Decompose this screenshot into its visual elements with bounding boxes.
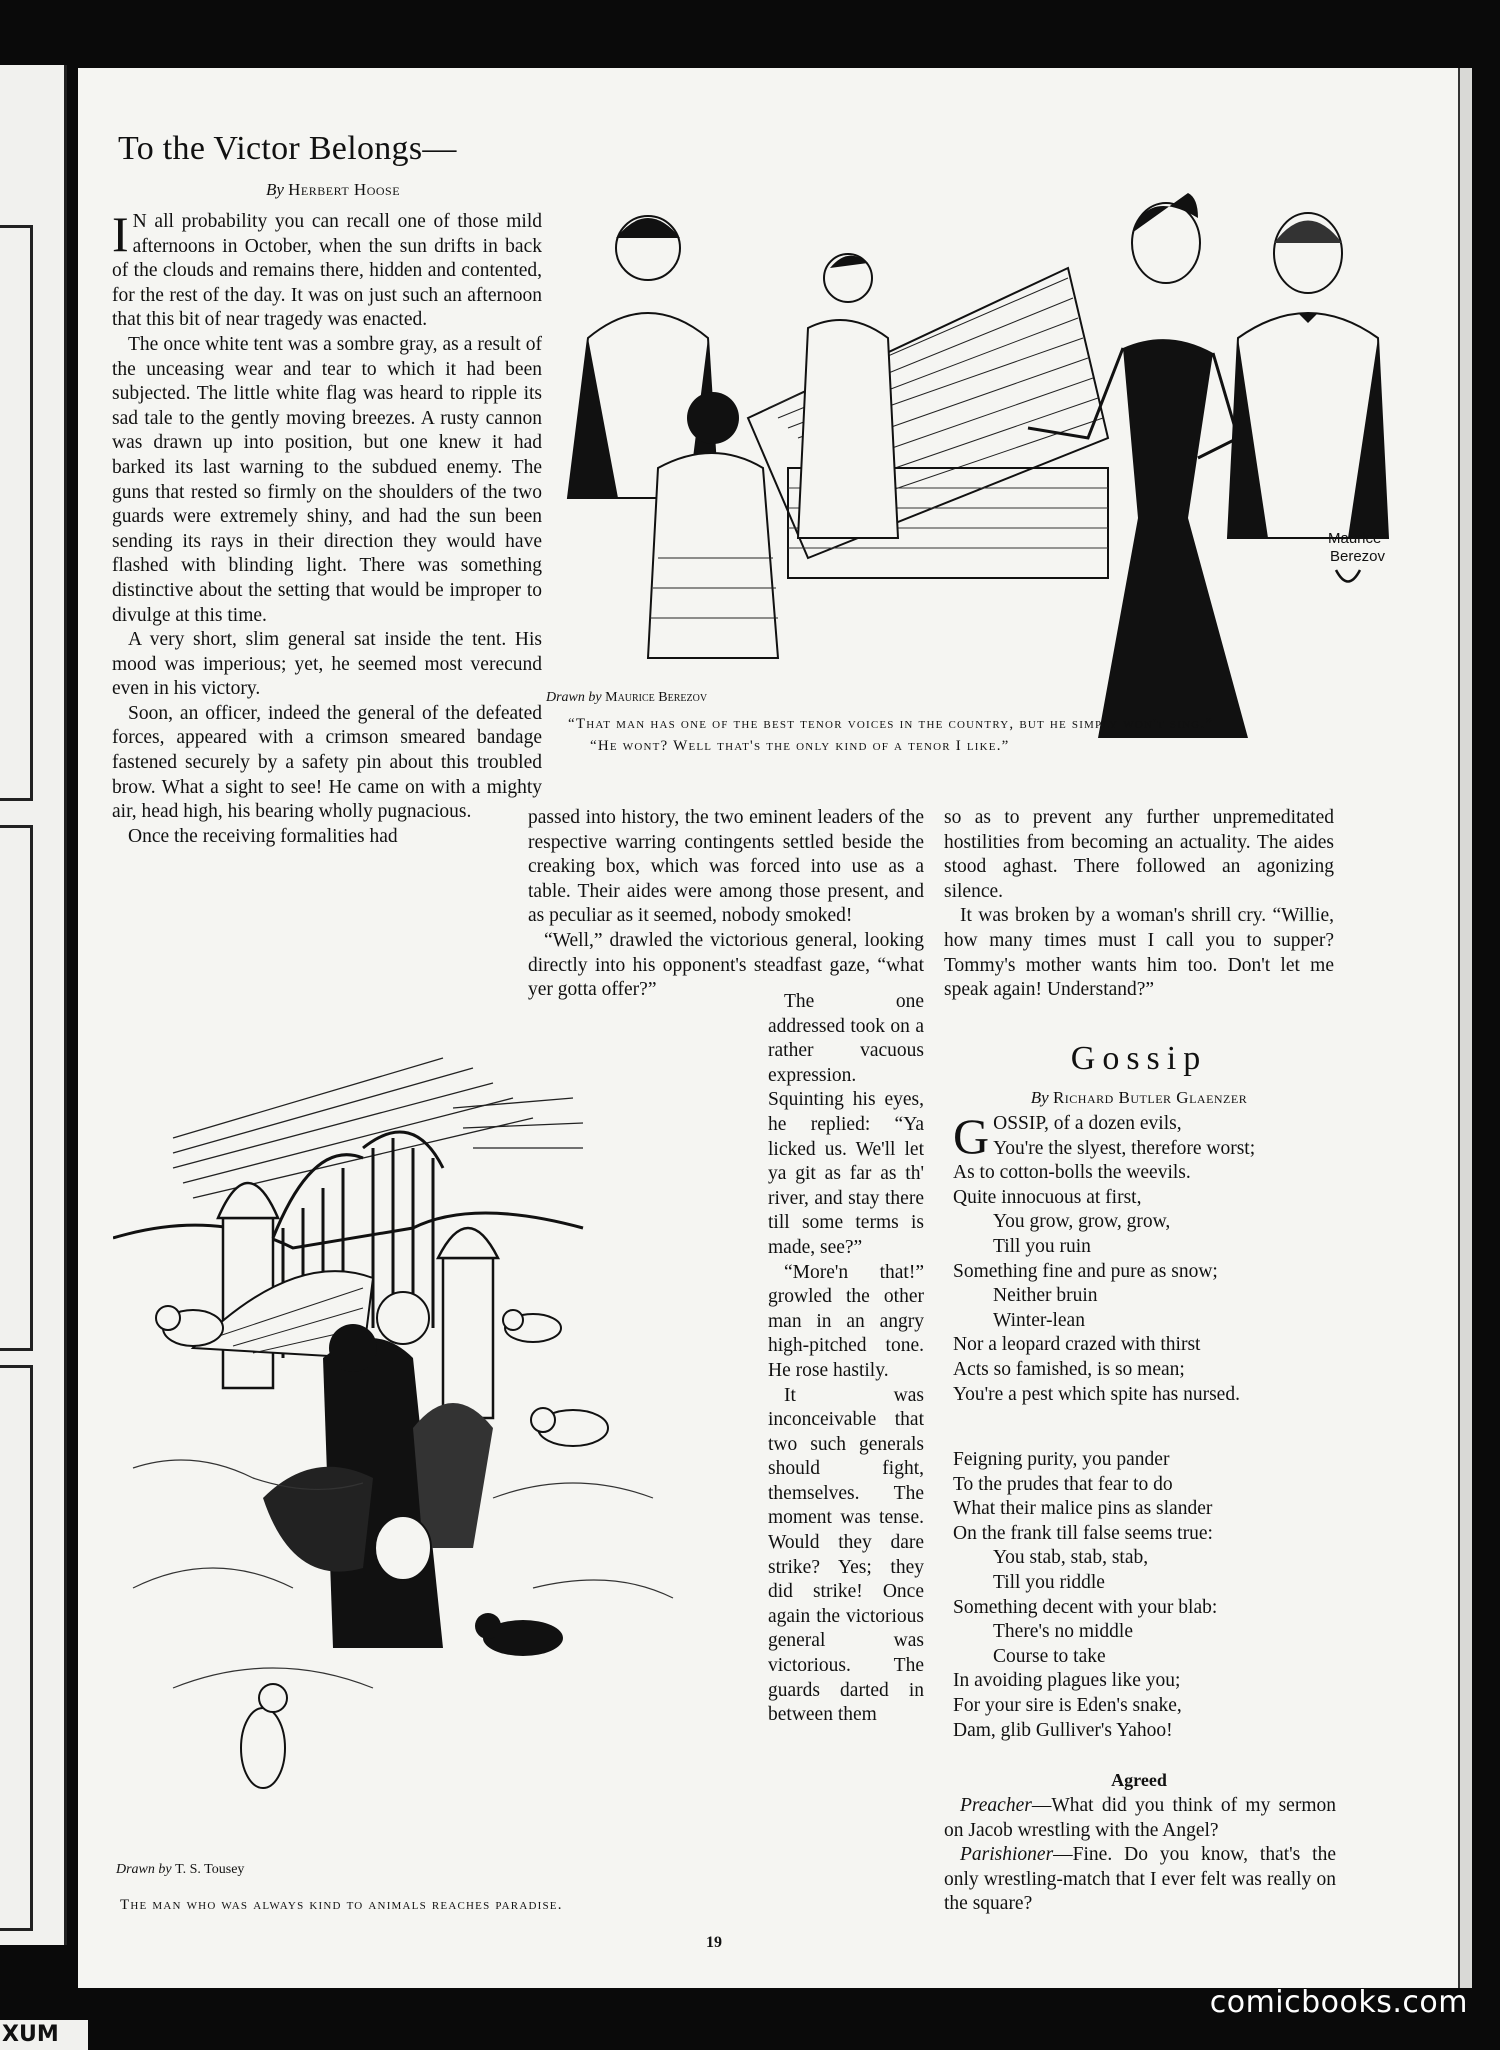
byline-prefix: By: [265, 180, 284, 199]
caption-line: “That man has one of the best tenor voices in the country, but he simply won't sing.”: [568, 716, 1214, 732]
paradise-drawing: [113, 1028, 793, 1838]
illustration-tenor: [548, 138, 1428, 748]
artist-signature: [1328, 530, 1386, 582]
poem-stanza-2: [953, 1448, 1343, 1743]
joke-line: [944, 1794, 1336, 1843]
paragraph: The one addressed took on a rather vacuous expression. Squinting his eyes, he replied: “Ya licked us. We'll let ya git as far as th' river, and stay there till some terms is made, see?”: [768, 991, 924, 1258]
article-column-1: [112, 206, 542, 849]
illustration-2-credit: [116, 1862, 244, 1878]
page-number: 19: [706, 1934, 722, 1951]
paragraph: “Well,” drawled the victorious general, looking directly into his opponent's steadfast gaze, “what yer gotta offer?”: [528, 929, 924, 1001]
page-right-edge: [1458, 68, 1472, 1988]
poem-line: Something decent with your blab:: [953, 1596, 1218, 1618]
poem-line: As to cotton-bolls the weevils.: [953, 1162, 1191, 1184]
black-cat: [475, 1613, 563, 1656]
poem-line: Dam, glib Gulliver's Yahoo!: [953, 1719, 1173, 1741]
left-page-frame: [0, 225, 33, 801]
credit-prefix: Drawn by: [546, 690, 602, 705]
article-byline: [118, 180, 548, 200]
article-author: Herbert Hoose: [288, 180, 401, 199]
article-column-2: [528, 806, 924, 1003]
corner-label: XUM: [0, 2020, 88, 2050]
poem-line: Till you ruin: [993, 1235, 1091, 1257]
poem-line: Winter-lean: [993, 1309, 1085, 1331]
poem-line: There's no middle: [993, 1621, 1133, 1643]
magazine-page: [78, 68, 1458, 1988]
speaker: Parishioner: [960, 1844, 1054, 1866]
drop-cap: I: [112, 206, 129, 262]
poem-author: Richard Butler Glaenzer: [1052, 1088, 1248, 1107]
poem-line: What their malice pins as slander: [953, 1498, 1213, 1520]
watermark-text: comicbooks.com: [1209, 1985, 1468, 2020]
byline-prefix: By: [1030, 1088, 1049, 1107]
credit-name: Maurice Berezov: [605, 690, 708, 705]
poem-line: You grow, grow, grow,: [993, 1211, 1171, 1233]
figure-man-right: [1228, 213, 1388, 538]
poem-line: For your sire is Eden's snake,: [953, 1694, 1182, 1716]
illustration-1-credit: [546, 690, 707, 706]
caption-line: “He wont? Well that's the only kind of a tenor I like.”: [590, 738, 1010, 754]
poem-line: Quite innocuous at first,: [953, 1186, 1142, 1208]
paragraph: so as to prevent any further unpremeditated hostilities from becoming an actuality. The aides stood aghast. There followed an agonizing silence.: [944, 807, 1334, 902]
figure-lady-black-dress: [1028, 193, 1248, 738]
article-column-3: [944, 806, 1334, 1003]
poem-line: Something fine and pure as snow;: [953, 1260, 1218, 1282]
joke-line-text: —Fine. Do you know, that's the only wrestling-match that I ever felt was really on the square?: [944, 1844, 1336, 1915]
poem-line: Neither bruin: [993, 1285, 1098, 1307]
signature-line-2: Berezov: [1330, 548, 1386, 565]
credit-name: T. S. Tousey: [175, 1862, 245, 1877]
joke-line-text: —What did you think of my sermon on Jacob wrestling with the Angel?: [944, 1795, 1336, 1841]
poem-byline: [944, 1088, 1334, 1108]
paragraph: Soon, an officer, indeed the general of the defeated forces, appeared with a crimson smeared bandage fastened securely by a safety pin about this troubled brow. What a sight to see! He came on with a mighty air, head high, his bearing wholly pugnacious.: [112, 702, 542, 823]
paragraph: passed into history, the two eminent leaders of the respective warring contingents settled beside the creaking box, which was forced into use as a table. Their aides were among those present, and as peculiar as it seemed, nobody smoked!: [528, 807, 924, 927]
speaker: Preacher: [960, 1795, 1032, 1816]
illustration-1-caption: [568, 713, 1398, 757]
paragraph: It was broken by a woman's shrill cry. “Willie, how many times must I call you to supper? Tommy's mother wants him too. Don't let me speak again! Understand?”: [944, 905, 1334, 1001]
poem-title: Gossip: [1070, 1040, 1208, 1077]
joke-text: [944, 1794, 1336, 1917]
paragraph: [112, 206, 542, 333]
article-title: To the Victor Belongs—: [118, 130, 457, 167]
poem-stanza-1: [953, 1108, 1343, 1407]
article-narrow-column: [768, 990, 924, 1728]
left-page-frame: [0, 1365, 33, 1931]
left-page-frame: [0, 825, 33, 1351]
signature-line-1: Maurice: [1328, 530, 1382, 547]
poem-line: OSSIP, of a dozen evils,: [993, 1113, 1182, 1134]
paragraph: The once white tent was a sombre gray, as a result of the unceasing wear and tear to which it had been subjected. The little white flag was heard to ripple its sad tale to the gently moving breezes. A rusty cannon was drawn up into position, but one knew it had barked its last warning to the subdued enemy. The guns that rested so firmly on the shoulders of the two guards were extremely shiny, and had the sun been sending its rays in their direction they would have flashed with blinding light. There was something distinctive about the setting that would be improper to divulge at this time.: [112, 333, 542, 626]
poem-line: Course to take: [993, 1645, 1106, 1667]
poem-line: Acts so famished, is so mean;: [953, 1358, 1185, 1380]
paragraph-text: N all probability you can recall one of those mild afternoons in October, when the sun drifts in back of the clouds and remains there, hidden and contented, for the rest of the day. It was on just such an afternoon that this bit of near tragedy was enacted.: [112, 211, 542, 331]
credit-prefix: Drawn by: [116, 1862, 172, 1877]
poem-line: Nor a leopard crazed with thirst: [953, 1334, 1201, 1356]
drop-cap: G: [953, 1108, 990, 1164]
poem-line: To the prudes that fear to do: [953, 1473, 1173, 1495]
poem-line: On the frank till false seems true:: [953, 1522, 1213, 1544]
paragraph: A very short, slim general sat inside the tent. His mood was imperious; yet, he seemed most verecund even in his victory.: [112, 629, 542, 700]
joke-title: Agreed: [1111, 1770, 1167, 1790]
poem-line: You're the slyest, therefore worst;: [993, 1137, 1256, 1159]
figure-woman-back: [798, 254, 898, 538]
poem-line: Till you riddle: [993, 1571, 1105, 1593]
poem-line: Feigning purity, you pander: [953, 1449, 1170, 1470]
poem-line: You're a pest which spite has nursed.: [953, 1383, 1240, 1405]
joke-line: [944, 1843, 1336, 1917]
poem-line: In avoiding plagues like you;: [953, 1670, 1181, 1692]
paragraph: Once the receiving formalities had: [128, 825, 398, 847]
tenor-drawing: [548, 138, 1428, 748]
left-page-edge: [0, 65, 67, 1945]
illustration-paradise: [113, 1028, 793, 1838]
paragraph: It was inconceivable that two such generals should fight, themselves. The moment was tense. Would they dare strike? Yes; they did strike! Once again the victorious general was victorious. The guards darted in between them: [768, 1384, 924, 1726]
paragraph: “More'n that!” growled the other man in an angry high-pitched tone. He rose hastily.: [768, 1261, 924, 1381]
poem-line: You stab, stab, stab,: [993, 1547, 1149, 1569]
illustration-2-caption: The man who was always kind to animals reaches paradise.: [120, 1897, 563, 1913]
